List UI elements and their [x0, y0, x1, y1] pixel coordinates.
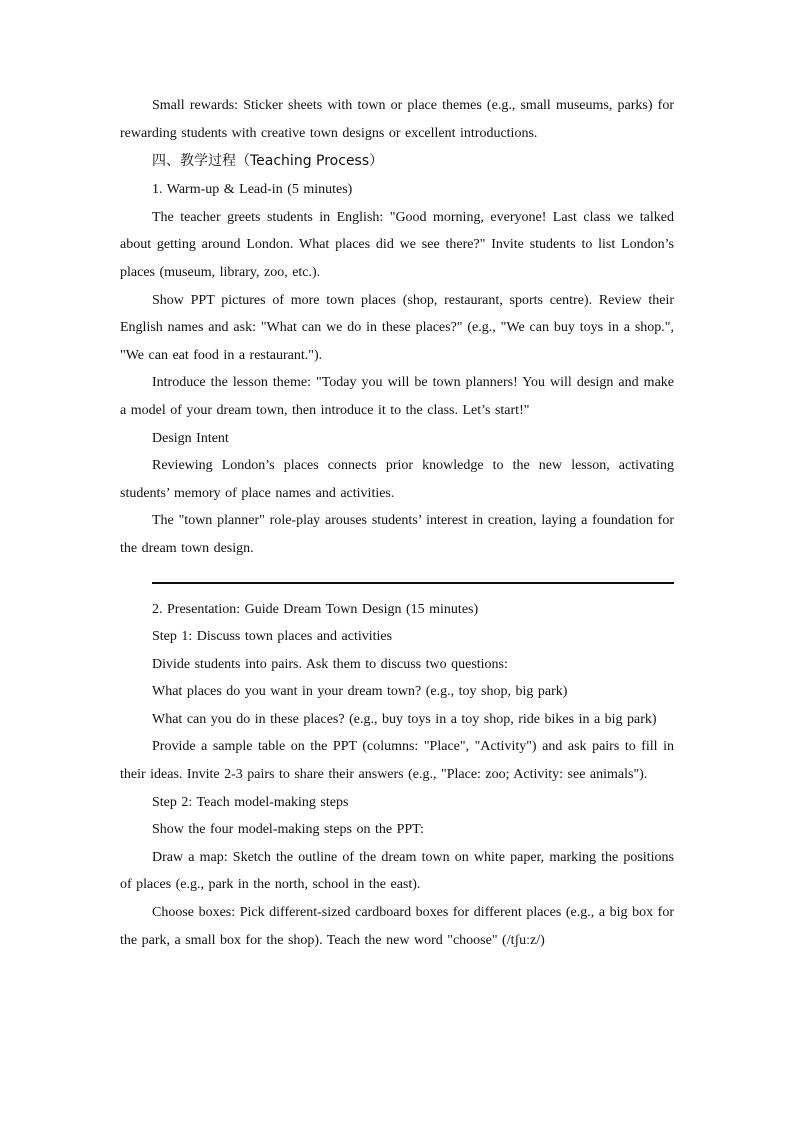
question1-paragraph: What places do you want in your dream town? (e.g., toy shop, big park) [152, 684, 568, 700]
document-page [120, 92, 674, 954]
small-rewards-paragraph: Small rewards: Sticker sheets with town or place themes (e.g., small museums, parks) for rewarding students with creative town designs or excellent introductions. [120, 98, 674, 141]
step1-title: Step 1: Discuss town places and activities [152, 629, 393, 645]
question2-paragraph: What can you do in these places? (e.g., buy toys in a toy shop, ride bikes in a big park) [152, 711, 657, 727]
sample-table-paragraph: Provide a sample table on the PPT (columns: "Place", "Activity") and ask pairs to fill in their ideas. Invite 2-3 pairs to share their answers (e.g., "Place: zoo; Activity: see animals"). [120, 739, 674, 783]
presentation-title: 2. Presentation: Guide Dream Town Design (15 minutes) [152, 601, 479, 617]
step2-title: Step 2: Teach model-making steps [152, 794, 349, 810]
design-intent-label: Design Intent [152, 430, 229, 446]
teaching-process-heading: 四、教学过程（Teaching Process） [152, 153, 384, 170]
show-steps-paragraph: Show the four model-making steps on the PPT: [152, 822, 424, 838]
choose-boxes-paragraph: Choose boxes: Pick different-sized cardboard boxes for different places (e.g., a big box for the park, a small box for the shop). Teach the new word "choose" (/tʃuːz/) [120, 905, 674, 948]
greet-paragraph: The teacher greets students in English: "Good morning, everyone! Last class we talked about getting around London. What places did we see there?" Invite students to list London’s places (museum, library, zoo, etc.). [120, 209, 674, 280]
intent-review-paragraph: Reviewing London’s places connects prior knowledge to the new lesson, activating students’ memory of place names and activities. [120, 458, 674, 501]
divide-pairs-paragraph: Divide students into pairs. Ask them to discuss two questions: [152, 656, 508, 672]
section-divider [152, 582, 674, 584]
draw-map-paragraph: Draw a map: Sketch the outline of the dream town on white paper, marking the positions of places (e.g., park in the north, school in the east). [120, 849, 674, 893]
warmup-title: 1. Warm-up & Lead-in (5 minutes) [152, 182, 353, 198]
intent-roleplay-paragraph: The "town planner" role-play arouses students’ interest in creation, laying a foundation for the dream town design. [120, 513, 674, 556]
introduce-theme-paragraph: Introduce the lesson theme: "Today you will be town planners! You will design and make a model of your dream town, then introduce it to the class. Let’s start!" [120, 375, 674, 418]
show-ppt-paragraph: Show PPT pictures of more town places (shop, restaurant, sports centre). Review their English names and ask: "What can we do in these places?" (e.g., "We can buy toys in a shop.", "We can eat food in a restaurant."). [120, 292, 674, 363]
